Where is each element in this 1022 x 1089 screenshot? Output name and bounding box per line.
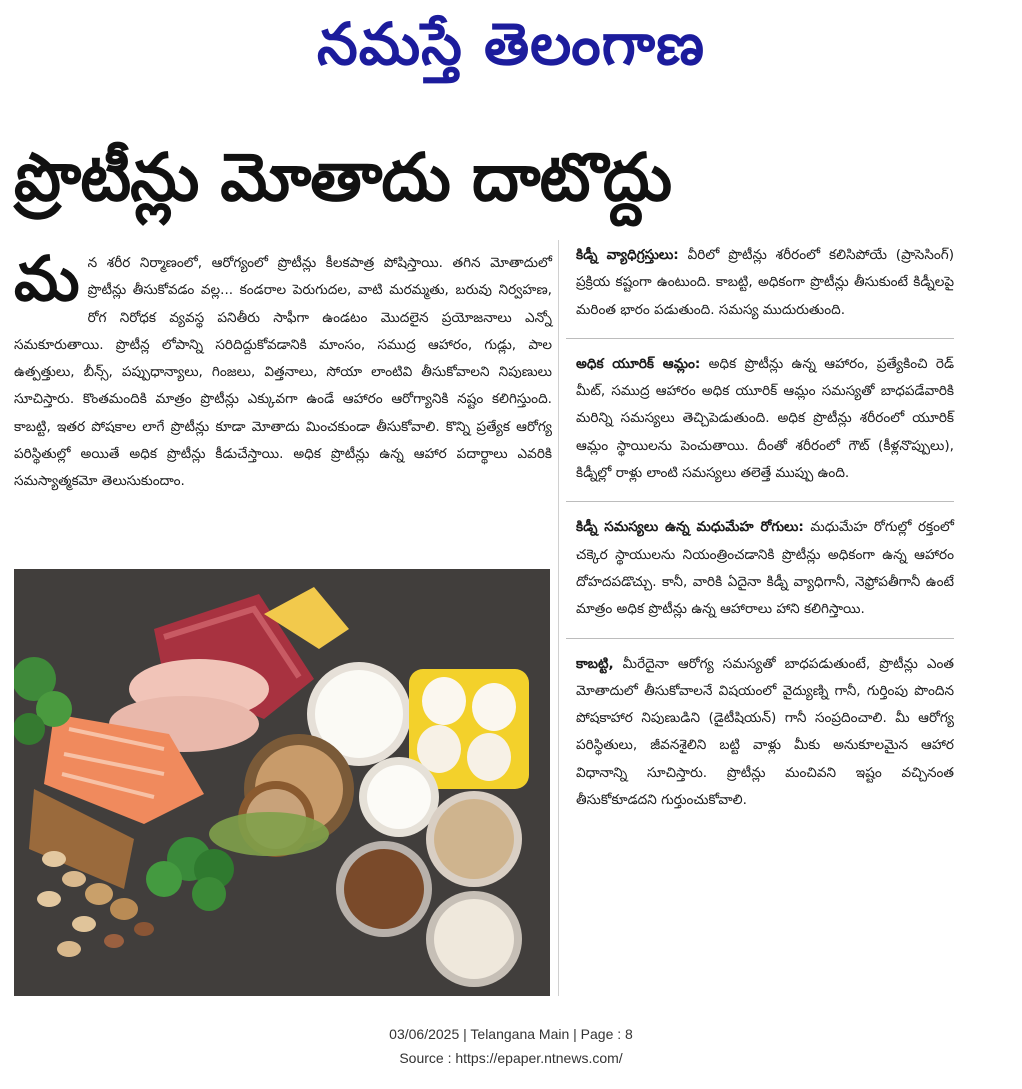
protein-food-photo xyxy=(14,569,550,996)
intro-paragraph xyxy=(14,242,552,496)
section-kidney-patients xyxy=(566,240,954,332)
section-diabetic-kidney xyxy=(566,512,954,631)
intro-text: న శరీర నిర్మాణంలో, ఆరోగ్యంలో ప్రొటీన్లు కీలకపాత్ర పోషిస్తాయి. తగిన మోతాదులో ప్రొటీన్లు తీసుకోవడం వల్ల... కండరాల పెరుగుదల, వాటి మరమ్మతు, బరువు నిర్వహణ, రోగ నిరోధక వ్యవస్థ పనితీరు సాఫీగా ఉండటం మొదలైన ప్రయోజనాలు ఎన్నో సమకూరుతాయి. ప్రొటీన్ల లోపాన్ని సరిదిద్దుకోవడానికి మాంసం, సముద్ర ఆహారం, గుడ్లు, పాల ఉత్పత్తులు, బీన్స్, పప్పుధాన్యాలు, గింజలు, విత్తనాలు, సోయా లాంటివి తీసుకోవాలని నిపుణులు సూచిస్తారు. కొంతమందికి మాత్రం ప్రొటీన్లు ఎక్కువగా ఉండే ఆహారం ఆరోగ్యానికి నష్టం కలిగిస్తుంది. కాబట్టి, ఇతర పోషకాల లాగే ప్రొటీన్లు కూడా మోతాదు మించకుండా తీసుకోవాలి. కొన్ని ప్రత్యేక ఆరోగ్య పరిస్థితుల్లో అయితే అధిక ప్రొటీన్లు కీడుచేస్తాయి. అధిక ప్రొటీన్లు ఉన్న ఆహార పదార్థాలు ఎవరికి సమస్యాత్మకమో తెలుసుకుందాం. xyxy=(14,255,552,490)
drop-cap: మ xyxy=(14,242,80,315)
right-column xyxy=(566,240,954,822)
section-body: అధిక ప్రొటీన్లు ఉన్న ఆహారం, ప్రత్యేకించి రెడ్ మీట్, సముద్ర ఆహారం అధిక యూరిక్ ఆమ్లం సమస్యతో బాధపడేవారికి మరిన్ని సమస్యలు తెచ్చిపెడుతుంది. అధిక ప్రొటీన్లు శరీరంలో యూరిక్ ఆమ్లం స్థాయిలను పెంచుతాయి. దీంతో శరీరంలో గౌట్ (కీళ్లనొప్పులు), కిడ్నీల్లో రాళ్లు లాంటి సమస్యలు తలెత్తే ముప్పు ఉంది. xyxy=(576,355,954,482)
footer-date-page: 03/06/2025 | Telangana Main | Page : 8 xyxy=(389,1026,633,1042)
section-divider xyxy=(566,638,954,639)
section-heading: కాబట్టి, xyxy=(576,655,614,672)
food-illustration xyxy=(14,569,550,996)
section-heading: కిడ్నీ వ్యాధిగ్రస్తులు: xyxy=(576,247,679,263)
section-divider xyxy=(566,338,954,339)
newspaper-masthead: నమస్తే తెలంగాణ xyxy=(317,10,705,78)
section-body: వీరిలో ప్రొటీన్లు శరీరంలో కలిసిపోయే (ప్రాసెసింగ్) ప్రక్రియ కష్టంగా ఉంటుంది. కాబట్టి, అధికంగా ప్రొటీన్లు తీసుకుంటే కిడ్నీలపై మరింత భారం పడుతుంది. సమస్య ముదురుతుంది. xyxy=(576,247,955,318)
section-divider xyxy=(566,501,954,502)
section-body: మధుమేహ రోగుల్లో రక్తంలో చక్కెర స్థాయులను నియంత్రించడానికి ప్రొటీన్లు అధికంగా ఉన్న ఆహారం దోహదపడొచ్చు. కానీ, వారికి ఏదైనా కిడ్నీ వ్యాధిగానీ, నెఫ్రోపతీగానీ ఉంటే మాత్రం అధిక ప్రొటీన్లు ఉన్న ఆహారాలు హాని కలిగిస్తాయి. xyxy=(576,519,955,618)
section-heading: అధిక యూరిక్ ఆమ్లం: xyxy=(576,355,701,372)
section-heading: కిడ్నీ సమస్యలు ఉన్న మధుమేహ రోగులు: xyxy=(576,519,804,536)
section-uric-acid xyxy=(566,349,954,495)
article-headline: ప్రొటీన్లు మోతాదు దాటొద్దు xyxy=(14,139,672,216)
footer-source: Source : https://epaper.ntnews.com/ xyxy=(399,1050,623,1066)
section-conclusion xyxy=(566,649,954,823)
column-divider xyxy=(558,240,559,996)
section-body: మీరేదైనా ఆరోగ్య సమస్యతో బాధపడుతుంటే, ప్రొటీన్లు ఎంత మోతాదులో తీసుకోవాలనే విషయంలో వైద్యుణ్ని గానీ, గుర్తింపు పొందిన పోషకాహార నిపుణుడిని (డైటీషియన్) గానీ సంప్రదించాలి. మీ ఆరోగ్య పరిస్థితులు, జీవనశైలిని బట్టి వాళ్లు మీకు అనుకూలమైన ఆహార విధానాన్ని సూచిస్తారు. ప్రొటీన్లు మంచివని ఇష్టం వచ్చినంత తీసుకోకూడదని గుర్తుంచుకోవాలి. xyxy=(576,655,954,809)
